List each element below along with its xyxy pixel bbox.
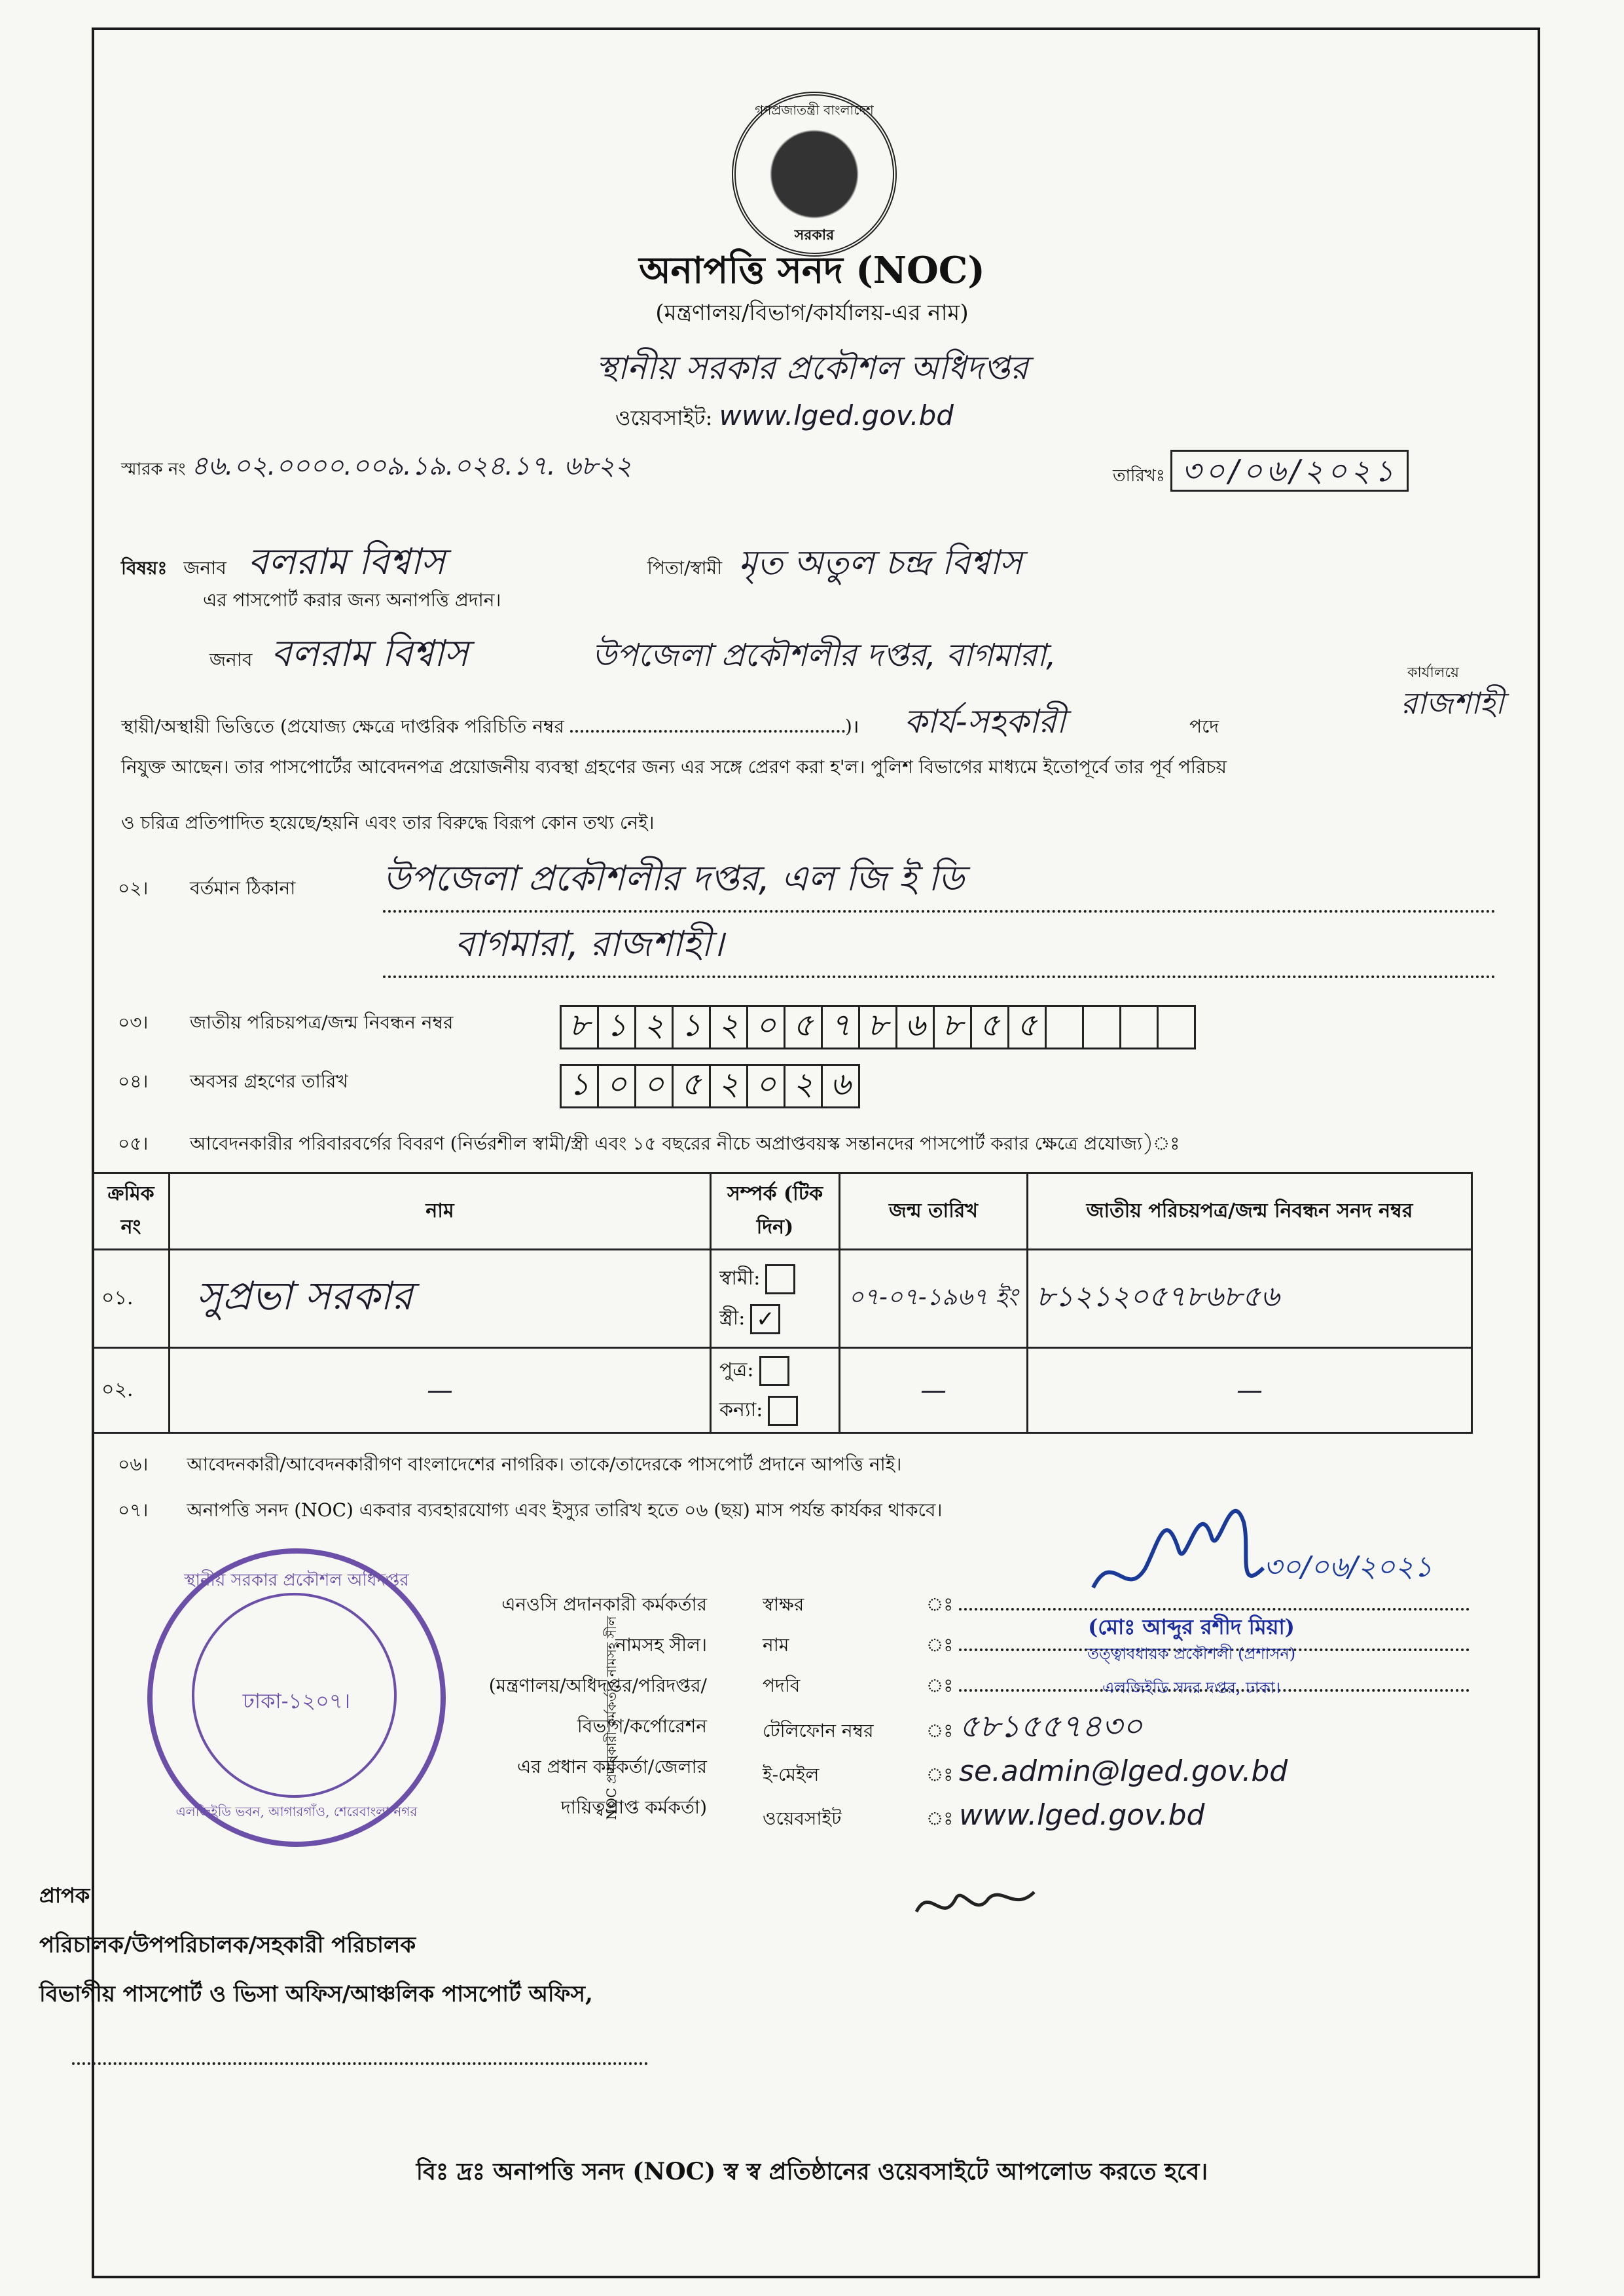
website-value: www.lged.gov.bd — [959, 1798, 1205, 1832]
family-label: আবেদনকারীর পরিবারবর্গের বিবরণ (নির্ভরশীল স্বামী/স্ত্রী এবং ১৫ বছরের নীচে অপ্রাপ্তবয়স্ক সন্তানদের পাসপোর্ট করার ক্ষেত্রে প্রযোজ্য)ঃ — [190, 1133, 1180, 1154]
signatory-left-line: (মন্ত্রণালয়/অধিদপ্তর/পরিদপ্তর/ — [488, 1675, 707, 1696]
header-nid: জাতীয় পরিচয়পত্র/জন্ম নিবন্ধন সনদ নম্বর — [1028, 1173, 1472, 1250]
relation-label-2: স্ত্রী: — [719, 1306, 746, 1330]
footer-note: বিঃ দ্রঃ অনাপত্তি সনদ (NOC) স্ব স্ব প্রতিষ্ঠানের ওয়েবসাইটে আপলোড করতে হবে। — [416, 2158, 1208, 2185]
retire-digit-boxes — [560, 1064, 860, 1108]
nid-digit-box: ৮ — [860, 1007, 897, 1048]
retire-digit-box: ০ — [599, 1066, 636, 1106]
row-name: সুপ্রভা সরকার — [170, 1250, 711, 1348]
row-nid: — — [1028, 1348, 1472, 1433]
subject-suffix: এর পাসপোর্ট করার জন্য অনাপত্তি প্রদান। — [203, 589, 501, 611]
date-label: তারিখঃ — [1113, 466, 1165, 486]
clause-7 — [118, 1496, 942, 1527]
nid-digit-box: ২ — [636, 1007, 674, 1048]
nid-digit-box: ৭ — [823, 1007, 860, 1048]
seal-center: ঢাকা-১২০৭। — [242, 1688, 351, 1713]
field-label: পদবি — [763, 1675, 801, 1696]
seal-bottom: এলজিইডি ভবন, আগারগাঁও, শেরেবাংলা নগর — [175, 1804, 418, 1819]
date-value: ৩০/০৬/২০২১ — [1170, 450, 1409, 492]
designation: কার্য-সহকারী — [904, 702, 1066, 740]
signature-date: ৩০/০৬/২০২১ — [1263, 1550, 1433, 1584]
family-table — [92, 1172, 1473, 1434]
father-label: পিতা/স্বামী — [647, 557, 723, 579]
body-mr-label: জনাব — [209, 649, 253, 670]
field-website: ওয়েবসাইট ঃ www.lged.gov.bd — [763, 1795, 1483, 1839]
address-label: বর্তমান ঠিকানা — [190, 877, 296, 899]
field-designation: পদবি ঃ — [763, 1666, 1483, 1706]
nid-digit-box — [1159, 1007, 1194, 1048]
relation-checkbox-1[interactable] — [759, 1356, 789, 1386]
signatory-left-block — [419, 1584, 707, 1828]
signatory-left-line: দায়িত্বপ্রাপ্ত কর্মকর্তা) — [561, 1796, 707, 1818]
nid-digit-box: ১ — [599, 1007, 636, 1048]
father-name: মৃত অতুল চন্দ্র বিশ্বাস — [738, 543, 1022, 583]
memo-line — [121, 445, 632, 489]
subject-name: বলরাম বিশ্বাস — [247, 541, 445, 583]
signatory-left-line: এর প্রধান কর্মকর্তা/জেলার — [516, 1756, 707, 1777]
field-email: ই-মেইল ঃ se.admin@lged.gov.bd — [763, 1751, 1483, 1795]
nid-label: জাতীয় পরিচয়পত্র/জন্ম নিবন্ধন নম্বর — [190, 1011, 454, 1033]
signatory-designation: তত্ত্বাবধায়ক প্রকৌশলী (প্রশাসন) — [1087, 1645, 1296, 1663]
phone-value: ৫৮১৫৫৭৪৩০ — [959, 1708, 1143, 1745]
nid-digit-box: ৮ — [935, 1007, 972, 1048]
relation-checkbox-2[interactable] — [768, 1396, 798, 1426]
field-signature: স্বাক্ষর ঃ — [763, 1584, 1483, 1625]
retire-label: অবসর গ্রহণের তারিখ — [190, 1070, 348, 1092]
family-table-header — [93, 1173, 1472, 1250]
nid-digit-box: ২ — [711, 1007, 748, 1048]
signatory-left-line: এনওসি প্রদানকারী কর্মকর্তার — [501, 1594, 707, 1615]
office-seal — [147, 1548, 446, 1847]
signatory-name: (মোঃ আব্দুর রশীদ মিয়া) — [1088, 1614, 1295, 1639]
seal-text: স্থানীয় সরকার প্রকৌশল অধিদপ্তর — [184, 1571, 409, 1590]
nid-digit-box: ৫ — [1009, 1007, 1047, 1048]
clause-6-text: আবেদনকারী/আবেদনকারীগণ বাংলাদেশের নাগরিক। তাকে/তাদেরকে পাসপোর্ট প্রদানে আপত্তি নাই। — [187, 1453, 902, 1475]
recipient-label: প্রাপক — [39, 1883, 90, 1908]
address-line-2: বাগমারা, রাজশাহী। — [383, 917, 1496, 978]
clause-6 — [118, 1450, 901, 1481]
signatory-designation-sub: এলজিইডি সদর দপ্তর, ঢাকা। — [1102, 1679, 1281, 1697]
body-line-2: স্থায়ী/অস্থায়ী ভিত্তিতে (প্রযোজ্য ক্ষেত্রে দাপ্তরিক পরিচিতি নম্বর )। কার্য-সহকারী পদে — [121, 702, 1219, 740]
row-dob: — — [840, 1348, 1028, 1433]
retire-digit-box: ২ — [711, 1066, 748, 1106]
nid-digit-box: ৬ — [897, 1007, 935, 1048]
nid-digit-box: ৫ — [785, 1007, 823, 1048]
row-serial: ০২. — [93, 1348, 170, 1433]
website-value: www.lged.gov.bd — [719, 399, 954, 431]
document-subtitle: (মন্ত্রণালয়/বিভাগ/কার্যালয়-এর নাম) — [655, 300, 969, 326]
office-suffix: কার্যালয়ে — [1407, 665, 1460, 681]
retire-digit-box: ৫ — [674, 1066, 711, 1106]
date-line — [1113, 448, 1409, 498]
table-row — [93, 1250, 1472, 1348]
field-name: নাম ঃ — [763, 1625, 1483, 1666]
clause-7-text: অনাপত্তি সনদ (NOC) একবার ব্যবহারযোগ্য এবং ইস্যুর তারিখ হতে ০৬ (ছয়) মাস পর্যন্ত কার্যকর থাকবে। — [187, 1499, 943, 1521]
website-label: ওয়েবসাইট: — [615, 405, 713, 430]
header-name: নাম — [170, 1173, 711, 1250]
government-emblem — [732, 92, 897, 257]
retire-digit-box: ২ — [785, 1066, 823, 1106]
vertical-note: NOC প্রদানকারী কর্মকর্তার নামসহ সীল — [604, 1616, 619, 1820]
clause-6-num: ০৬। — [118, 1453, 149, 1475]
body-name: বলরাম বিশ্বাস — [271, 632, 469, 675]
office-district: রাজশাহী — [1401, 685, 1504, 721]
header-serial: ক্রমিক নং — [93, 1173, 170, 1250]
field-phone: টেলিফোন নম্বর ঃ ৫৮১৫৫৭৪৩০ — [763, 1706, 1483, 1751]
field-label: নাম — [763, 1634, 789, 1656]
body-paragraph-2: ও চরিত্র প্রতিপাদিত হয়েছে/হয়নি এবং তার বিরুদ্ধে বিরূপ কোন তথ্য নেই। — [121, 812, 655, 833]
nid-digit-box: ৮ — [562, 1007, 599, 1048]
row-nid: ৮১২১২০৫৭৮৬৮৫৬ — [1028, 1250, 1472, 1348]
retire-digit-box: ১ — [562, 1066, 599, 1106]
row-relation — [711, 1348, 840, 1433]
relation-checkbox-2[interactable]: ✓ — [750, 1304, 780, 1334]
recipient-line-1: পরিচালক/উপপরিচালক/সহকারী পরিচালক — [39, 1932, 416, 1958]
initials-mark — [910, 1872, 1041, 1931]
recipient-line-2: বিভাগীয় পাসপোর্ট ও ভিসা অফিস/আঞ্চলিক পাসপোর্ট অফিস, — [39, 1981, 593, 2007]
field-label: ওয়েবসাইট — [763, 1808, 842, 1829]
memo-value: ৪৬.০২.০০০০.০০৯.১৯.০২৪.১৭. ৬৮২২ — [190, 451, 632, 481]
relation-label-1: স্বামী: — [719, 1266, 761, 1290]
signatory-left-line: নামসহ সীল। — [615, 1634, 707, 1656]
body-paragraph: নিযুক্ত আছেন। তার পাসপোর্টের আবেদনপত্র প্রয়োজনীয় ব্যবস্থা গ্রহণের জন্য এর সঙ্গে প্রেরণ করা হ'ল। পুলিশ বিভাগের মাধ্যমে ইতোপূর্বে তার পূর্ব পরিচয় — [121, 756, 1227, 778]
field-label: স্বাক্ষর — [763, 1594, 804, 1615]
retire-digit-box: ৬ — [830, 1065, 851, 1102]
row-relation — [711, 1250, 840, 1348]
clause-7-num: ০৭। — [118, 1499, 149, 1521]
retire-num: ০৪। — [118, 1070, 149, 1092]
memo-label: স্মারক নং — [121, 460, 186, 479]
post-suffix: পদে — [1189, 716, 1219, 737]
subject-mr-label: জনাব — [183, 557, 226, 579]
field-label: টেলিফোন নম্বর — [763, 1720, 874, 1741]
line2-prefix: স্থায়ী/অস্থায়ী ভিত্তিতে (প্রযোজ্য ক্ষেত্রে দাপ্তরিক পরিচিতি নম্বর — [121, 716, 564, 737]
relation-label-2: কন্যা: — [719, 1398, 763, 1421]
nid-digit-box: ১ — [674, 1007, 711, 1048]
body-line-1 — [209, 625, 1519, 687]
nid-digit-box: ৫ — [972, 1007, 1009, 1048]
subject-label: বিষয়ঃ — [121, 557, 168, 579]
address-num: ০২। — [118, 877, 149, 899]
row-serial: ০১. — [93, 1250, 170, 1348]
nid-digit-boxes — [560, 1005, 1196, 1049]
relation-label-1: পুত্র: — [719, 1358, 754, 1381]
table-row — [93, 1348, 1472, 1433]
header-relation: সম্পর্ক (টিক দিন) — [711, 1173, 840, 1250]
nid-digit-box — [1084, 1007, 1121, 1048]
nid-digit-box: ০ — [748, 1007, 785, 1048]
nid-digit-box — [1121, 1007, 1159, 1048]
document-title: অনাপত্তি সনদ (NOC) — [639, 249, 985, 292]
recipient-dotted-line — [72, 2062, 648, 2065]
header-dob: জন্ম তারিখ — [840, 1173, 1028, 1250]
emblem-text-bottom: সরকার — [794, 227, 835, 244]
signatory-left-line: বিভাগ/কর্পোরেশন — [577, 1715, 707, 1737]
email-value: se.admin@lged.gov.bd — [959, 1755, 1288, 1788]
nid-digit-box — [1047, 1007, 1084, 1048]
row-dob: ০৭-০৭-১৯৬৭ ইং — [840, 1250, 1028, 1348]
retire-digit-box: ০ — [748, 1066, 785, 1106]
relation-checkbox-1[interactable] — [765, 1264, 795, 1294]
body-office: উপজেলা প্রকৌশলীর দপ্তর, বাগমারা, — [592, 637, 1056, 674]
nid-num: ০৩। — [118, 1011, 149, 1033]
website-line — [615, 399, 954, 437]
row-name: — — [170, 1348, 711, 1433]
office-name: স্থানীয় সরকার প্রকৌশল অধিদপ্তর — [596, 349, 1028, 387]
retire-digit-box: ০ — [636, 1066, 674, 1106]
emblem-text-top: গণপ্রজাতন্ত্রী বাংলাদেশ — [755, 102, 874, 118]
field-label: ই-মেইল — [763, 1764, 820, 1785]
family-num: ০৫। — [118, 1133, 149, 1154]
address-line-1: উপজেলা প্রকৌশলীর দপ্তর, এল জি ই ডি — [383, 851, 1496, 913]
